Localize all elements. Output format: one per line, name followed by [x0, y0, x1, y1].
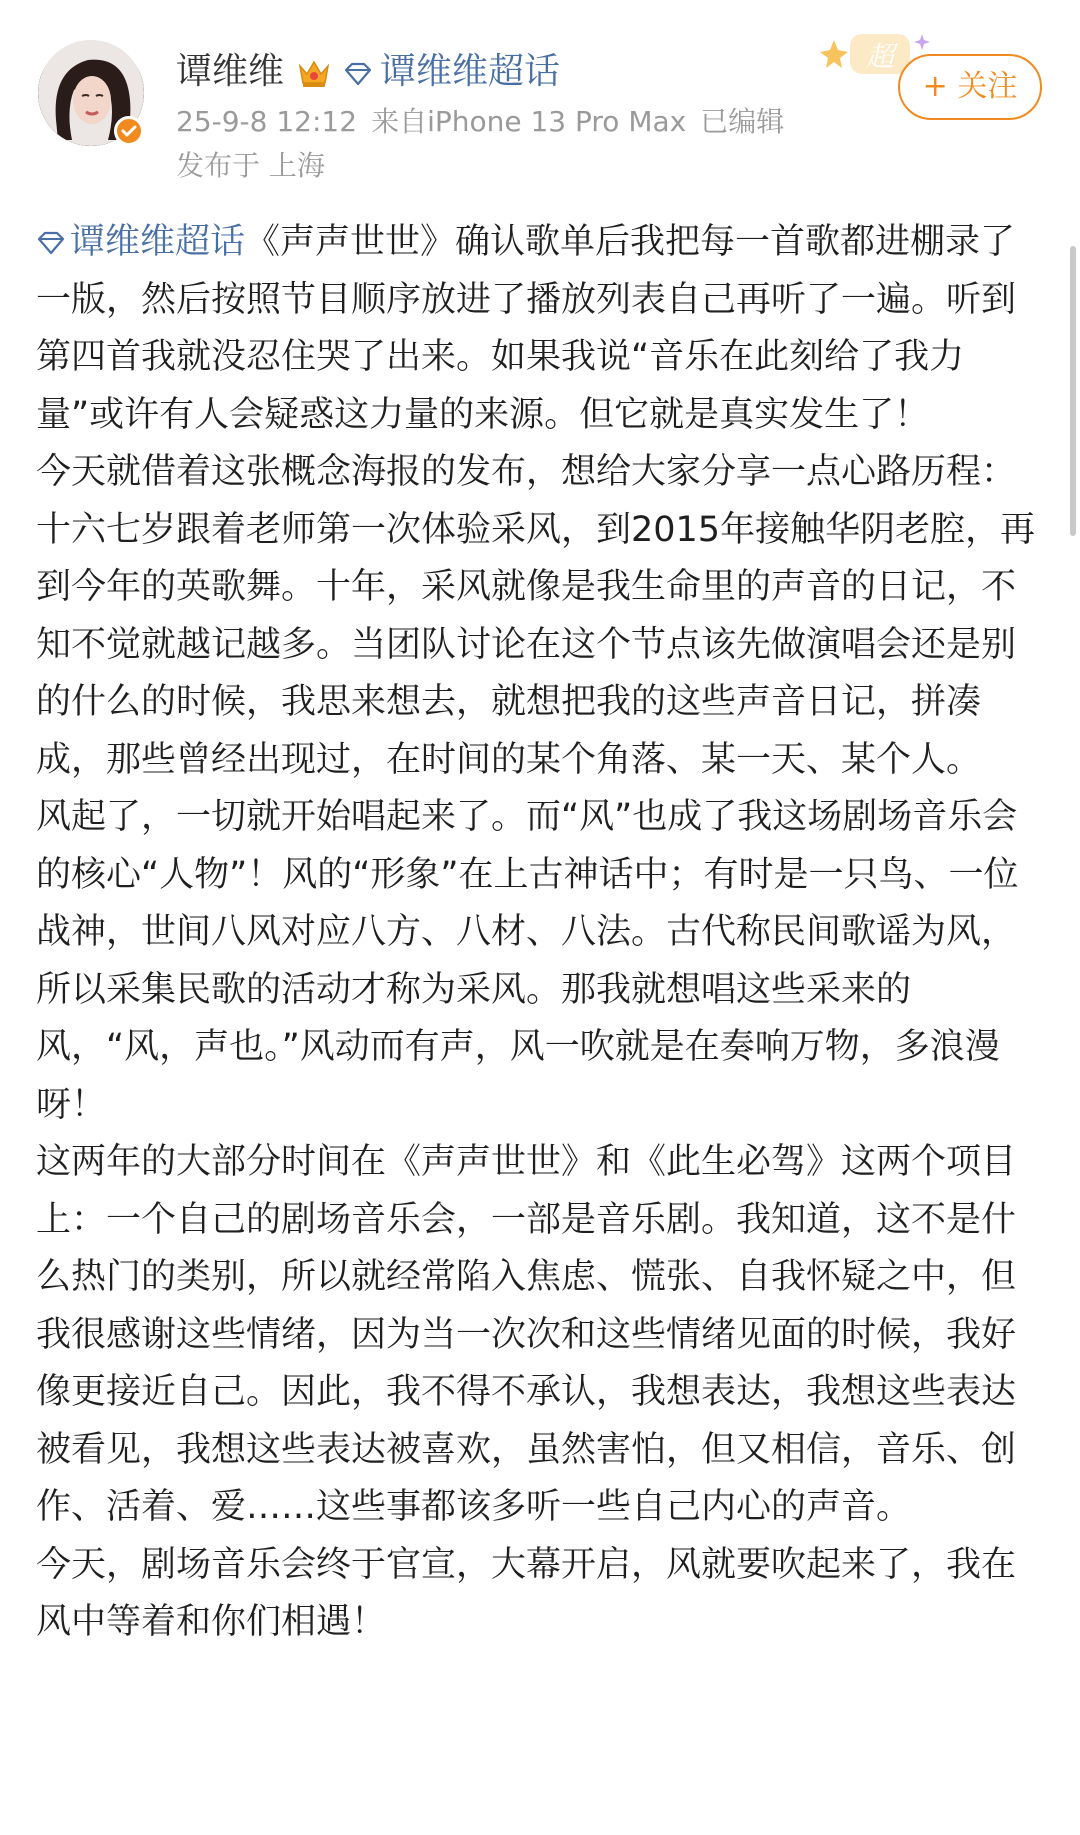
post-timestamp: 25-9-8 12:12 — [176, 105, 358, 138]
crown-icon — [296, 56, 332, 90]
content-paragraph-1 — [36, 214, 1036, 444]
post-location: 发布于 上海 — [176, 149, 325, 182]
author-name[interactable]: 谭维维 — [176, 51, 285, 92]
content-paragraph-1-text: 《声声世世》确认歌单后我把每一首歌都进棚录了一版，然后按照节目顺序放进了播放列表自己再听了一遍。听到第四首我就没忍住哭了出来。如果我说“音乐在此刻给了我力量”或许有人会疑惑这力量的来源。但它就是真实发生了！ — [36, 222, 1017, 435]
super-topic-link[interactable]: 谭维维超话 — [380, 51, 561, 92]
topic-diamond-icon — [36, 231, 66, 255]
follow-button[interactable]: + 关注 — [898, 54, 1042, 120]
content-paragraph-4: 这两年的大部分时间在《声声世世》和《此生必驾》这两个项目上：一个自己的剧场音乐会，一部是音乐剧。我知道，这不是什么热门的类别，所以就经常陷入焦虑、慌张、自我怀疑之中，但我很感谢这些情绪，因为当一次次和这些情绪见面的时候，我好像更接近自己。因此，我不得不承认，我想表达，我想这些表达被看见，我想这些表达被喜欢，虽然害怕，但又相信，音乐、创作、活着、爱……这些事都该多听一些自己内心的声音。 — [36, 1142, 1017, 1527]
post-content — [36, 214, 1036, 1652]
super-topic-diamond-icon — [344, 62, 372, 86]
scrollbar[interactable] — [1070, 246, 1076, 536]
post-edited-label[interactable]: 已编辑 — [700, 105, 785, 138]
content-paragraph-5: 今天，剧场音乐会终于官宣，大幕开启，风就要吹起来了，我在风中等着和你们相遇！ — [36, 1544, 1017, 1642]
super-badge-text: 超 — [865, 40, 895, 73]
content-topic-text[interactable]: 谭维维超话 — [70, 222, 246, 262]
content-paragraph-2: 今天就借着这张概念海报的发布，想给大家分享一点心路历程：十六七岁跟着老师第一次体验采风，到2015年接触华阴老腔，再到今年的英歌舞。十年，采风就像是我生命里的声音的日记，不知不觉就越记越多。当团队讨论在这个节点该先做演唱会还是别的什么的时候，我思来想去，就想把我的这些声音日记，拼凑成，那些曾经出现过，在时间的某个角落、某一天、某个人。 — [36, 452, 1036, 780]
content-paragraph-3: 风起了，一切就开始唱起来了。而“风”也成了我这场剧场音乐会的核心“人物”！风的“形象”在上古神话中；有时是一只鸟、一位战神，世间八风对应八方、八材、八法。古代称民间歌谣为风，所以采集民歌的活动才称为采风。那我就想唱这些采来的风，“风，声也。”风动而有声，风一吹就是在奏响万物，多浪漫呀！ — [36, 797, 1019, 1125]
post-source: 来自iPhone 13 Pro Max — [371, 105, 687, 138]
post-header — [0, 0, 1080, 185]
post-meta — [176, 104, 798, 140]
content-topic-link[interactable] — [36, 222, 245, 262]
verified-badge-icon — [114, 116, 144, 146]
